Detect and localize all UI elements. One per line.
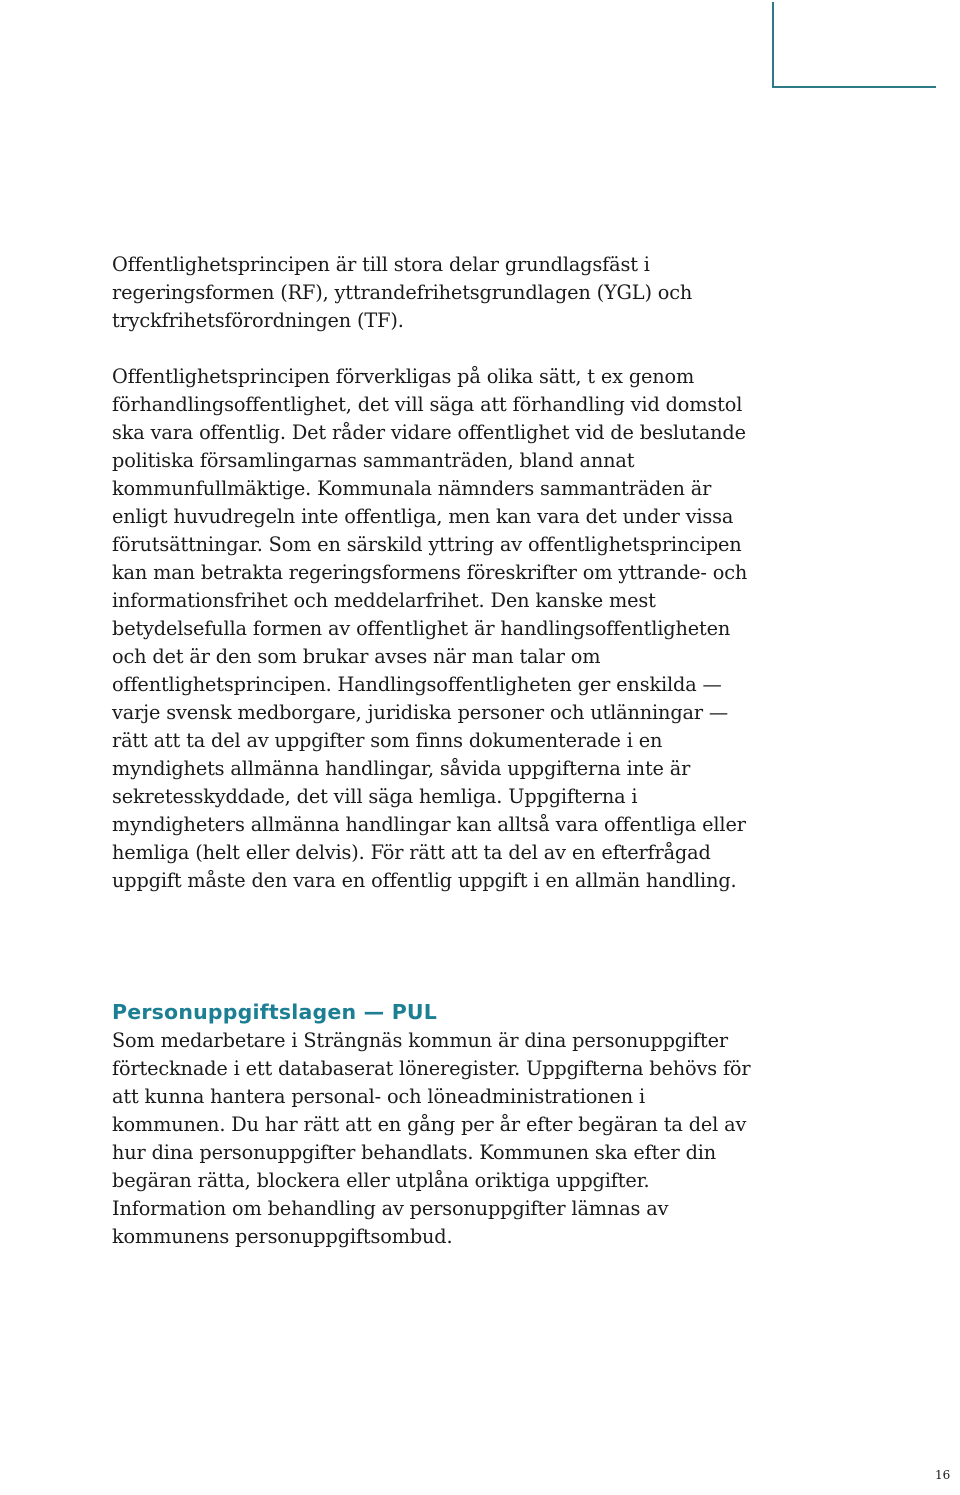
frame-vertical-line [772,2,774,88]
main-body [112,251,752,895]
section-body [112,1027,752,1251]
body-paragraph-1: Offentlighetsprincipen är till stora delar grundlagsfäst i regeringsformen (RF), yttrandefrihetsgrundlagen (YGL) och tryckfrihetsförordningen (TF). [112,253,693,332]
body-paragraph-2: Offentlighetsprincipen förverkligas på olika sätt, t ex genom förhandlingsoffentlighet, det vill säga att förhandling vid domstol ska vara offentlig. Det råder vidare offentlighet vid de beslutande politiska församlingarnas sammanträden, bland annat kommunfullmäktige. Kommunala nämnders sammanträden är enligt huvudregeln inte offentliga, men kan vara det under vissa förutsättningar. Som en särskild yttring av offentlighetsprincipen kan man betrakta regeringsformens föreskrifter om yttrande- och informationsfrihet och meddelarfrihet. Den kanske mest betydelsefulla formen av offentlighet är handlingsoffentligheten och det är den som brukar avses när man talar om offentlighetsprincipen. Handlingsoffentligheten ger enskilda — varje svensk medborgare, juridiska personer och utlänningar — rätt att ta del av uppgifter som finns dokumenterade i en myndighets allmänna handlingar, såvida uppgifterna inte är sekretesskyddade, det vill säga hemliga. Uppgifterna i myndigheters allmänna handlingar kan alltså vara offentliga eller hemliga (helt eller delvis). För rätt att ta del av en efterfrågad uppgift måste den vara en offentlig uppgift i en allmän handling. [112,365,748,892]
section-paragraph: Som medarbetare i Strängnäs kommun är dina personuppgifter förtecknade i ett databaserat löneregister. Uppgifterna behövs för att kunna hantera personal- och löneadministrationen i kommunen. Du har rätt att en gång per år efter begäran ta del av hur dina personuppgifter behandlats. Kommunen ska efter din begäran rätta, blockera eller utplåna oriktiga uppgifter. Information om behandling av personuppgifter lämnas av kommunens personuppgiftsombud. [112,1029,751,1248]
section-heading: Personuppgiftslagen — PUL [112,1000,438,1024]
corner-frame-decoration [772,0,936,88]
page-number: 16 [935,1468,951,1482]
frame-horizontal-line [772,86,936,88]
